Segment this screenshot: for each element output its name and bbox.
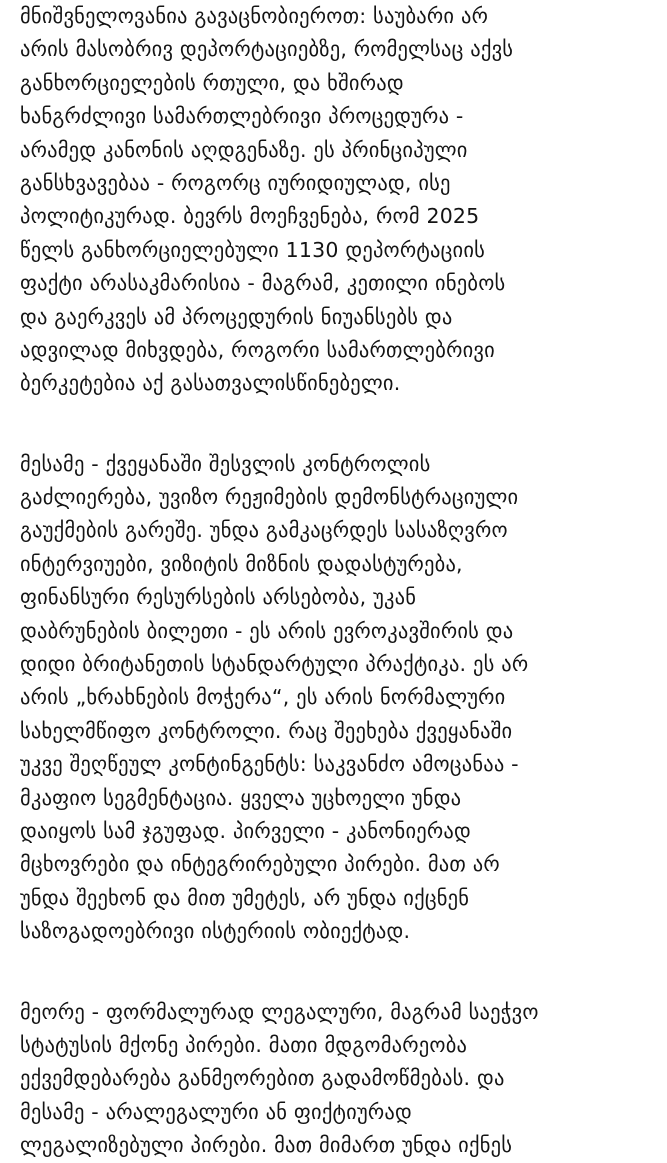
text-line: განხორციელების რთული, და ხშირად bbox=[20, 70, 404, 95]
text-line: მესამე - არალეგალური ან ფიქტიურად bbox=[20, 1099, 412, 1124]
paragraph-3 bbox=[20, 996, 660, 1163]
text-line: პოლიტიკურად. ბევრს მოეჩვენება, რომ 2025 bbox=[20, 204, 480, 229]
text-line: ადვილად მიხვდება, როგორი სამართლებრივი bbox=[20, 337, 495, 362]
text-line: მეორე - ფორმალურად ლეგალური, მაგრამ საეჭვო bbox=[20, 999, 539, 1024]
article-body bbox=[20, 0, 660, 1163]
text-line: სტატუსის მქონე პირები. მათი მდგომარეობა bbox=[20, 1032, 468, 1057]
text-line: განსხვავებაა - როგორც იურიდიულად, ისე bbox=[20, 170, 451, 195]
text-line: ფინანსური რესურსების არსებობა, უკან bbox=[20, 585, 417, 610]
text-line: და გაერკვეს ამ პროცედურის ნიუანსებს და bbox=[20, 304, 453, 329]
text-line: სახელმწიფო კონტროლი. რაც შეეხება ქვეყანაში bbox=[20, 718, 513, 743]
text-line: უკვე შეღწეულ კონტინგენტს: საკვანძო ამოცანაა - bbox=[20, 752, 519, 777]
text-line: წელს განხორციელებული 1130 დეპორტაციის bbox=[20, 237, 486, 262]
paragraph-2 bbox=[20, 448, 660, 949]
paragraph-gap bbox=[20, 949, 660, 996]
text-line: დაიყოს სამ ჯგუფად. პირველი - კანონიერად bbox=[20, 818, 471, 843]
text-line: დაბრუნების ბილეთი - ეს არის ევროკავშირის და bbox=[20, 618, 514, 643]
text-line: დიდი ბრიტანეთის სტანდარტული პრაქტიკა. ეს არ bbox=[20, 652, 529, 677]
text-line: ბერკეტებია აქ გასათვალისწინებელი. bbox=[20, 371, 401, 396]
text-line: გაძლიერება, უვიზო რეჟიმების დემონსტრაციული bbox=[20, 485, 519, 510]
text-line: ფაქტი არასაკმარისია - მაგრამ, კეთილი ინებოს bbox=[20, 271, 506, 296]
text-line: ხანგრძლივი სამართლებრივი პროცედურა - bbox=[20, 104, 464, 129]
paragraph-1 bbox=[20, 0, 660, 401]
paragraph-gap bbox=[20, 401, 660, 448]
text-line: მცხოვრები და ინტეგრირებული პირები. მათ არ bbox=[20, 852, 500, 877]
text-line: მესამე - ქვეყანაში შესვლის კონტროლის bbox=[20, 451, 431, 476]
text-line: არის მასობრივ დეპორტაციებზე, რომელსაც აქვს bbox=[20, 37, 514, 62]
text-line: მკაფიო სეგმენტაცია. ყველა უცხოელი უნდა bbox=[20, 785, 462, 810]
text-line: ექვემდებარება განმეორებით გადამოწმებას. და bbox=[20, 1066, 505, 1091]
text-line: ლეგალიზებული პირები. მათ მიმართ უნდა იქნეს bbox=[20, 1133, 513, 1158]
text-line: უნდა შეეხონ და მით უმეტეს, არ უნდა იქცნენ bbox=[20, 885, 470, 910]
text-line: გაუქმების გარეშე. უნდა გამკაცრდეს სასაზღვრო bbox=[20, 518, 508, 543]
text-line: არის „ხრახნების მოჭერა“, ეს არის ნორმალური bbox=[20, 685, 506, 710]
text-line: მნიშვნელოვანია გავაცნობიეროთ: საუბარი არ bbox=[20, 4, 489, 28]
text-line: არამედ კანონის აღდგენაზე. ეს პრინციპული bbox=[20, 137, 468, 162]
text-line: ინტერვიუები, ვიზიტის მიზნის დადასტურება, bbox=[20, 551, 463, 576]
text-line: საზოგადოებრივი ისტერიის ობიექტად. bbox=[20, 919, 411, 944]
